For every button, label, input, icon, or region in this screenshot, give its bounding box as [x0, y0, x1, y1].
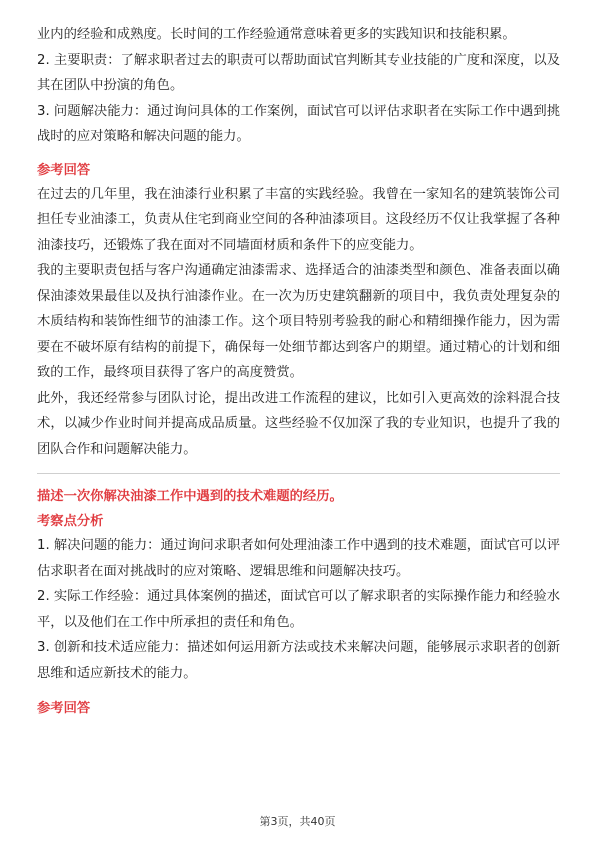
page-number: 第3页，共40页: [259, 815, 336, 828]
section-divider: [37, 473, 560, 474]
analysis-point-3: 3. 问题解决能力：通过询问具体的工作案例，面试官可以评估求职者在实际工作中遇到挑战时的应对策略和解决问题的能力。: [37, 103, 560, 144]
answer-heading: 参考回答: [37, 162, 91, 178]
analysis-point-2: 2. 主要职责：了解求职者过去的职责可以帮助面试官判断其专业技能的广度和深度，以及其在团队中扮演的角色。: [37, 52, 560, 93]
analysis-point-1: 1. 解决问题的能力：通过询问求职者如何处理油漆工作中遇到的技术难题，面试官可以评估求职者在面对挑战时的应对策略、逻辑思维和问题解决技巧。: [37, 538, 560, 579]
continuation-text: 业内的经验和成熟度。长时间的工作经验通常意味着更多的实践知识和技能积累。: [37, 27, 516, 42]
answer-paragraph: 在过去的几年里，我在油漆行业积累了丰富的实践经验。我曾在一家知名的建筑装饰公司担任专业油漆工，负责从住宅到商业空间的各种油漆项目。这段经历不仅让我掌握了各种油漆技巧，还锻炼了我在面对不同墙面材质和条件下的应变能力。: [37, 186, 560, 253]
document-page: [37, 22, 560, 720]
question-title: 描述一次你解决油漆工作中遇到的技术难题的经历。: [37, 489, 343, 504]
analysis-point-2: 2. 实际工作经验：通过具体案例的描述，面试官可以了解求职者的实际操作能力和经验水平，以及他们在工作中所承担的责任和角色。: [37, 589, 560, 630]
analysis-point-3: 3. 创新和技术适应能力：描述如何运用新方法或技术来解决问题，能够展示求职者的创新思维和适应新技术的能力。: [37, 640, 560, 681]
answer-paragraph: 我的主要职责包括与客户沟通确定油漆需求、选择适合的油漆类型和颜色、准备表面以确保油漆效果最佳以及执行油漆作业。在一次为历史建筑翻新的项目中，我负责处理复杂的木质结构和装饰性细节的油漆工作。这个项目特别考验我的耐心和精细操作能力，因为需要在不破坏原有结构的前提下，确保每一处细节都达到客户的期望。通过精心的计划和细致的工作，最终项目获得了客户的高度赞赏。: [37, 263, 560, 380]
analysis-heading: 考察点分析: [37, 514, 104, 529]
answer-paragraph: 此外，我还经常参与团队讨论，提出改进工作流程的建议，比如引入更高效的涂料混合技术，以减少作业时间并提高成品质量。这些经验不仅加深了我的专业知识，也提升了我的团队合作和问题解决能力。: [37, 390, 560, 457]
answer-heading: 参考回答: [37, 701, 91, 716]
